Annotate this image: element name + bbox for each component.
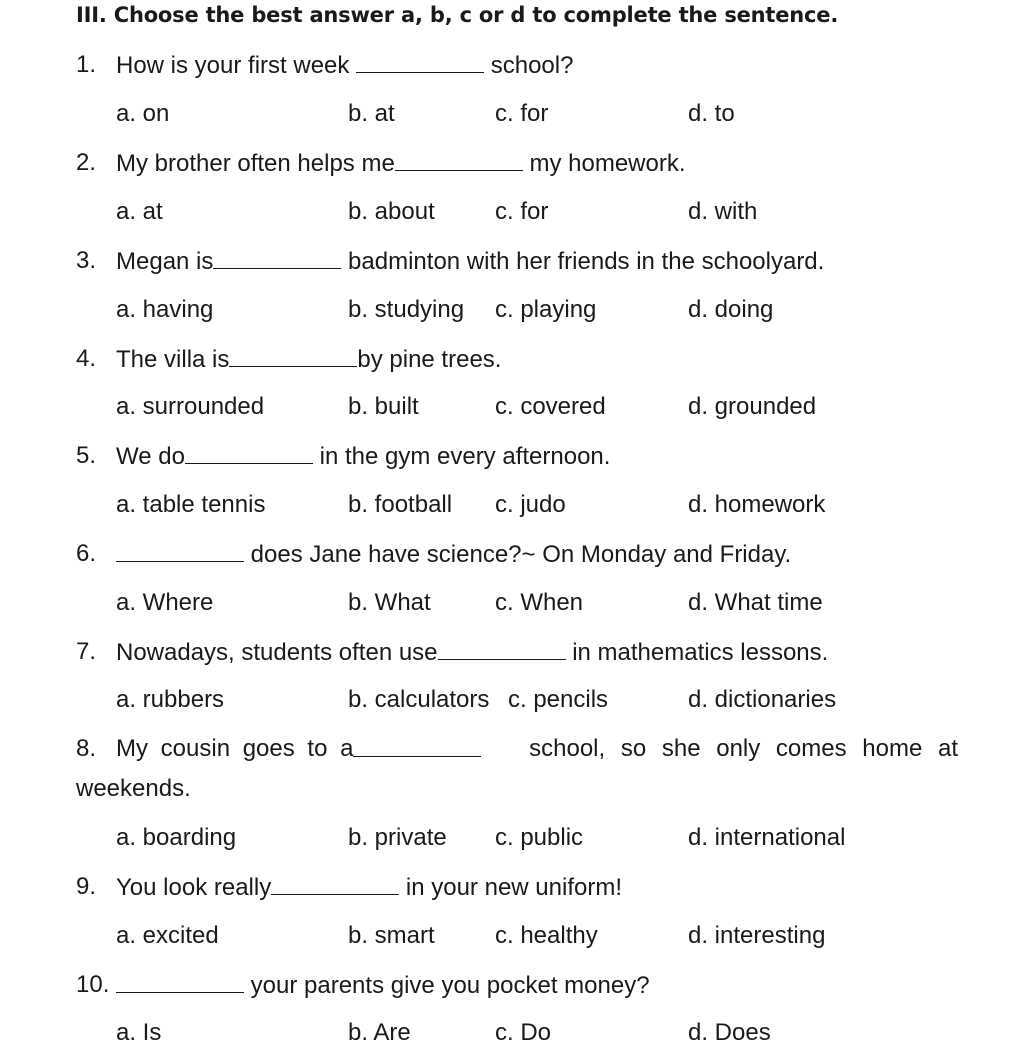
option-c[interactable]: c. for [495,100,549,127]
answer-blank[interactable] [395,148,523,171]
answer-blank[interactable] [438,637,566,660]
section-heading: III. Choose the best answer a, b, c or d to complete the sentence. [76,3,839,27]
question-stem [116,970,650,1001]
option-a[interactable]: a. surrounded [116,393,265,420]
option-a[interactable]: a. boarding [116,824,237,851]
question-number: 5. [76,442,97,469]
option-d[interactable]: d. grounded [688,393,817,420]
option-a[interactable]: a. Where [116,589,214,616]
option-b[interactable]: b. smart [348,922,435,949]
option-c[interactable]: c. judo [495,491,566,518]
option-a[interactable]: a. having [116,296,214,323]
option-b[interactable]: b. What [348,589,431,616]
option-d[interactable]: d. interesting [688,922,826,949]
stem-after: school? [484,52,574,79]
option-d[interactable]: d. with [688,198,758,225]
option-d[interactable]: d. to [688,100,735,127]
question-number: 3. [76,247,97,274]
option-d[interactable]: d. What time [688,589,823,616]
option-b[interactable]: b. Are [348,1019,411,1046]
question-number: 10. [76,971,110,998]
question-number: 1. [76,51,97,78]
question-stem [116,734,958,764]
question-number: 7. [76,638,97,665]
stem-before: My cousin goes to a [116,735,354,762]
option-d[interactable]: d. dictionaries [688,686,837,713]
question-8-continuation: weekends. [76,775,191,802]
answer-blank[interactable] [353,734,481,757]
question-number: 6. [76,540,97,567]
option-a[interactable]: a. at [116,198,163,225]
option-a[interactable]: a. on [116,100,170,127]
answer-blank[interactable] [185,441,313,464]
answer-blank[interactable] [356,50,484,73]
option-b[interactable]: b. built [348,393,419,420]
question-stem [116,50,573,81]
option-b[interactable]: b. calculators [348,686,490,713]
option-a[interactable]: a. Is [116,1019,162,1046]
option-b[interactable]: b. about [348,198,435,225]
stem-before: My brother often helps me [116,150,395,177]
question-stem [116,148,686,179]
option-c[interactable]: c. covered [495,393,606,420]
question-stem [116,441,610,472]
option-b[interactable]: b. at [348,100,395,127]
stem-after: badminton with her friends in the schoolyard. [341,248,825,275]
stem-before: Megan is [116,248,214,275]
stem-before: We do [116,443,185,470]
stem-before: The villa is [116,346,230,373]
stem-before: You look really [116,874,272,901]
stem-before: How is your first week [116,52,357,79]
question-stem [116,872,622,903]
option-c[interactable]: c. for [495,198,549,225]
stem-after: in the gym every afternoon. [312,443,611,470]
stem-after: my homework. [522,150,686,177]
question-stem [116,637,828,668]
stem-after: school, so she only comes home at [529,735,958,762]
stem-after: your parents give you pocket money? [244,972,650,999]
question-number: 8. [76,735,97,762]
stem-after: in mathematics lessons. [565,639,829,666]
option-c[interactable]: c. When [495,589,584,616]
answer-blank[interactable] [213,246,341,269]
option-c[interactable]: c. healthy [495,922,598,949]
option-c[interactable]: c. playing [495,296,597,323]
option-d[interactable]: d. doing [688,296,774,323]
question-number: 9. [76,873,97,900]
question-number: 4. [76,345,97,372]
question-number: 2. [76,149,97,176]
question-stem [116,246,824,277]
stem-after: by pine trees. [357,346,502,373]
answer-blank[interactable] [229,344,357,367]
option-b[interactable]: b. private [348,824,447,851]
option-b[interactable]: b. football [348,491,453,518]
stem-after: does Jane have science?~ On Monday and Friday. [244,541,792,568]
stem-mid [353,734,958,764]
option-b[interactable]: b. studying [348,296,465,323]
option-d[interactable]: d. homework [688,491,826,518]
question-stem [116,539,791,570]
stem-before: Nowadays, students often use [116,639,438,666]
answer-blank[interactable] [116,970,244,993]
option-d[interactable]: d. international [688,824,846,851]
answer-blank[interactable] [116,539,244,562]
option-c[interactable]: c. Do [495,1019,552,1046]
answer-blank[interactable] [271,872,399,895]
option-c[interactable]: c. public [495,824,584,851]
option-c[interactable]: c. pencils [508,686,609,713]
option-d[interactable]: d. Does [688,1019,771,1046]
option-a[interactable]: a. rubbers [116,686,225,713]
question-stem [116,344,501,375]
option-a[interactable]: a. table tennis [116,491,266,518]
option-a[interactable]: a. excited [116,922,219,949]
stem-after: in your new uniform! [399,874,622,901]
